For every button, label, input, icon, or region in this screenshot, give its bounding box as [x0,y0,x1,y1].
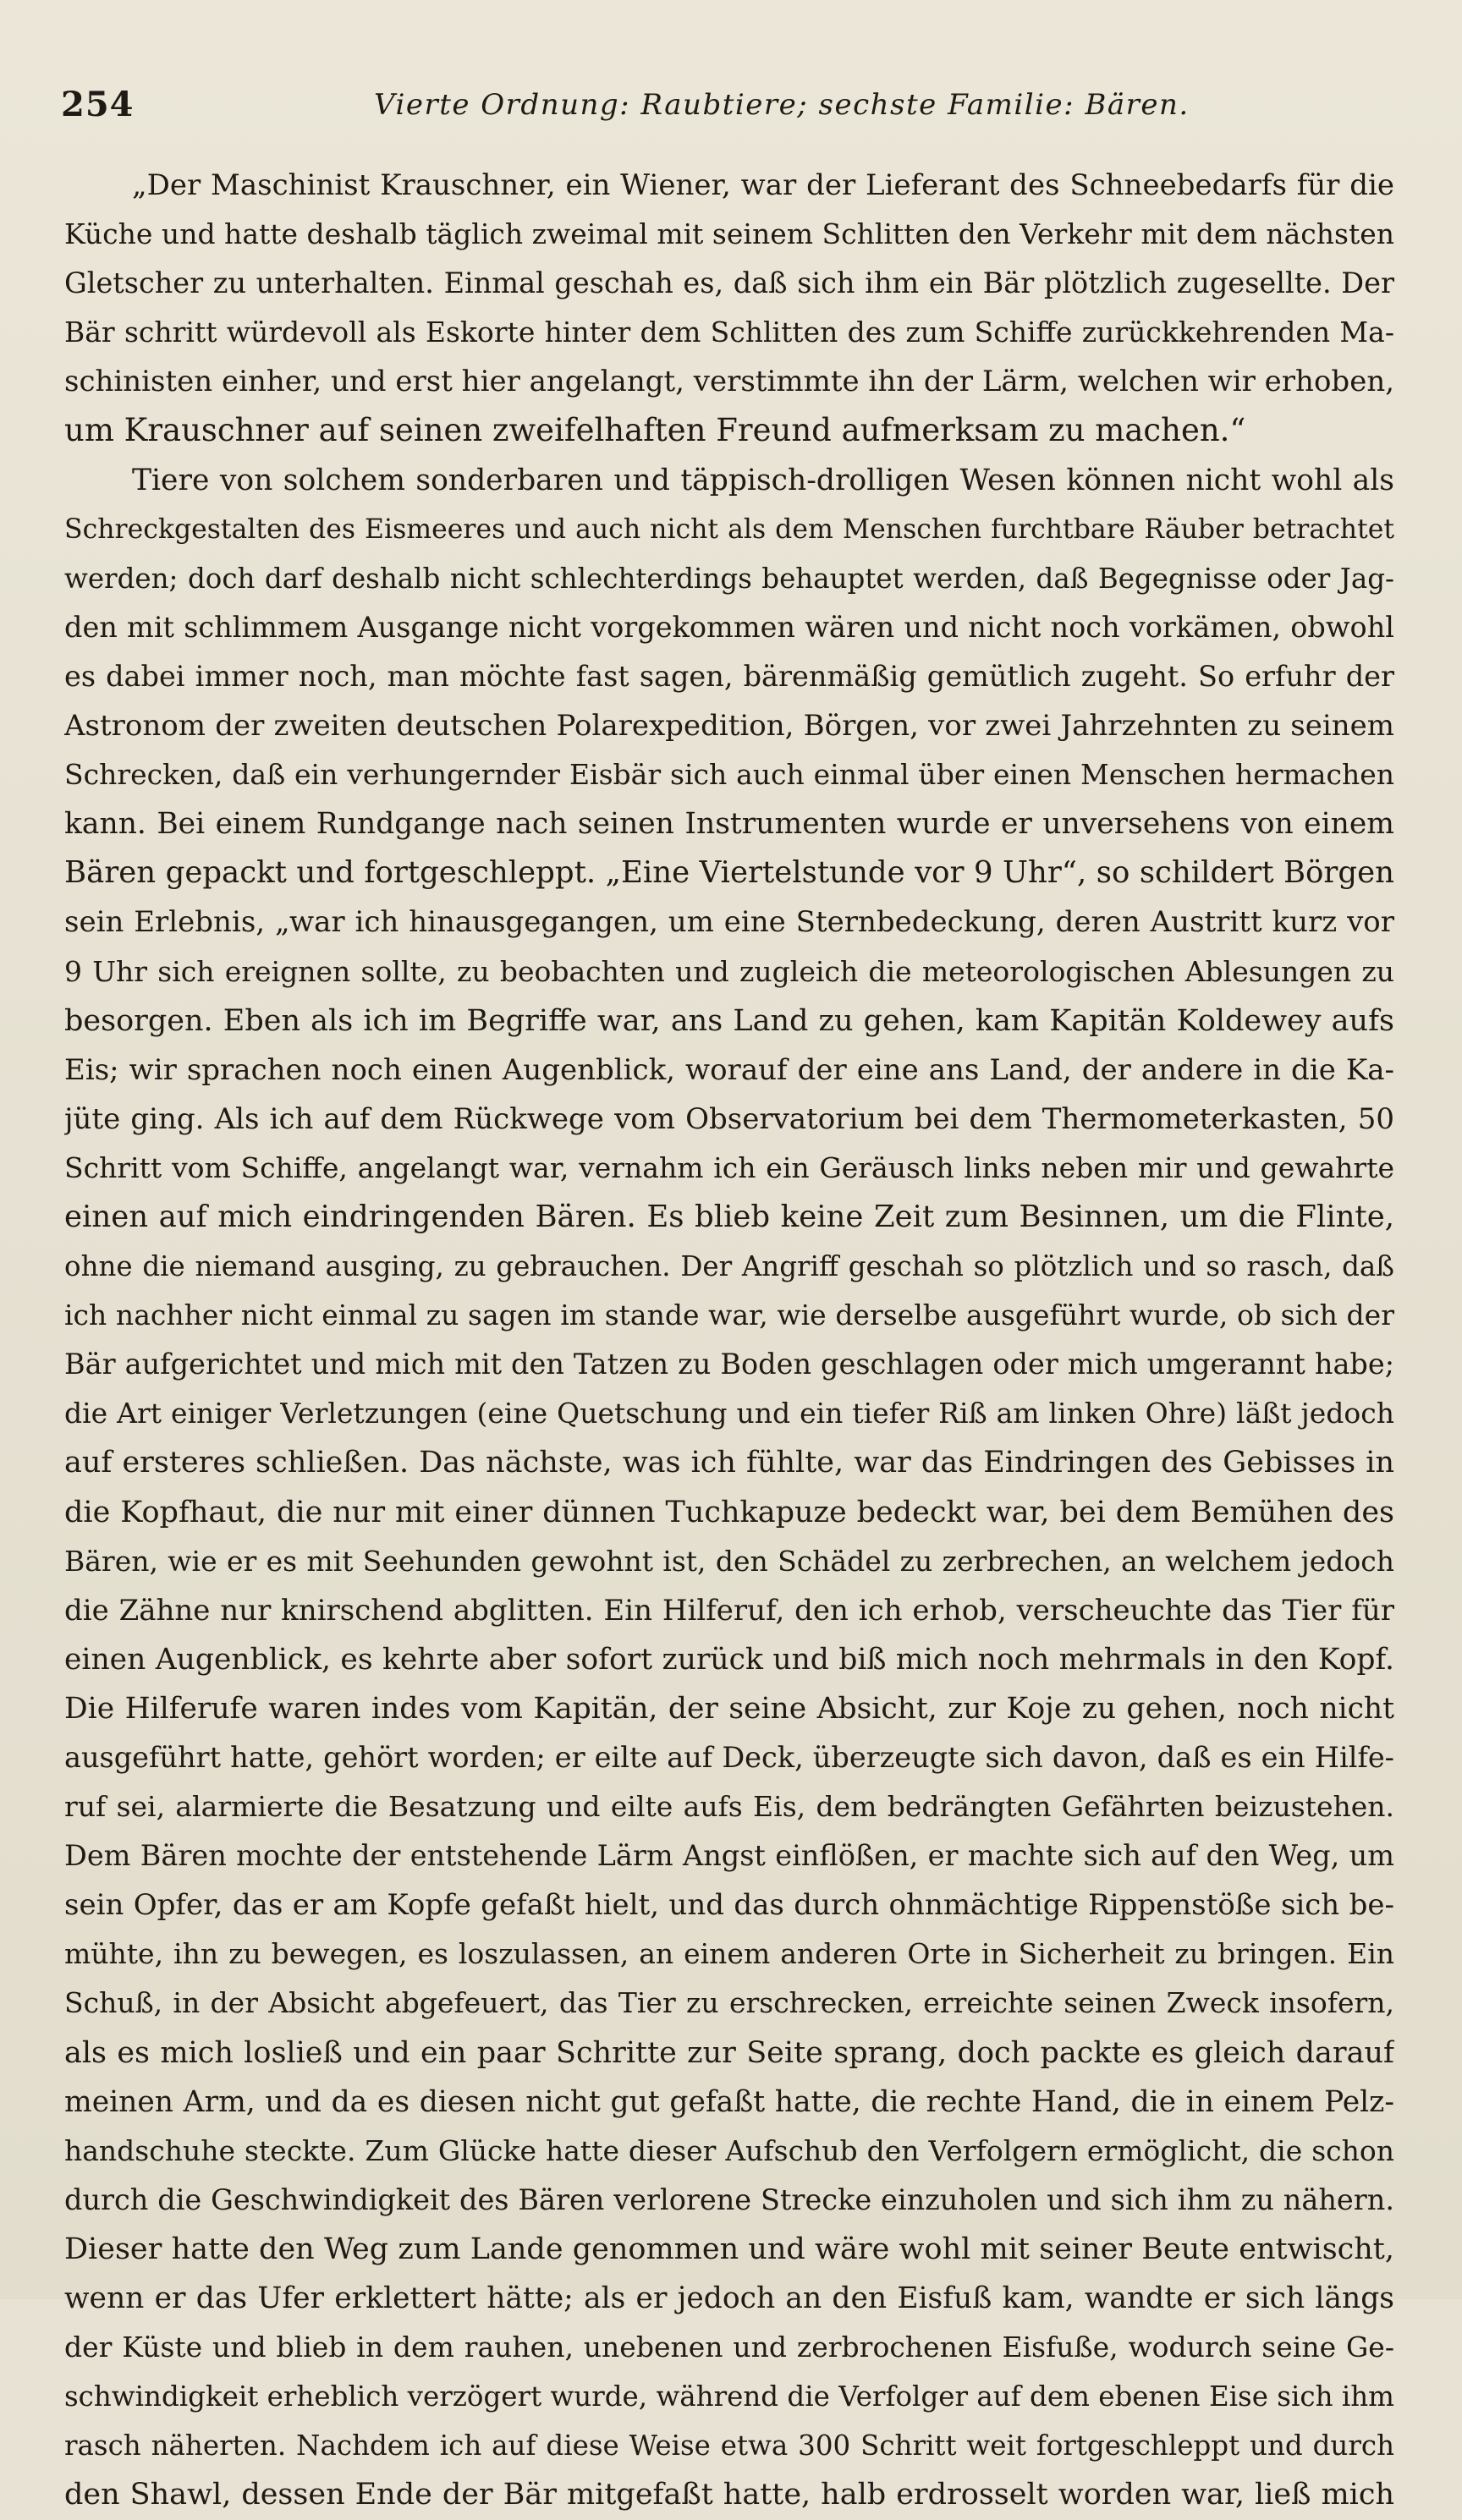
text-line: den Shawl, dessen Ende der Bär mitgefaßt hatte, halb erdrosselt worden war, ließ mich [64,2478,1394,2512]
text-line: schwindigkeit erheblich verzögert wurde, während die Verfolger auf dem ebenen Eise sich ihm [64,2380,1394,2413]
text-line: es dabei immer noch, man möchte fast sagen, bärenmäßig gemütlich zugeht. So erfuhr der [64,659,1394,693]
text-line: Tiere von solchem sonderbaren und täppisch-drolligen Wesen können nicht wohl als [132,463,1394,497]
text-line: Bär schritt würdevoll als Eskorte hinter dem Schlitten des zum Schiffe zurückkehrenden Ma- [64,316,1394,349]
text-line: Bär aufgerichtet und mich mit den Tatzen zu Boden geschlagen oder mich umgerannt habe; [64,1348,1394,1381]
text-line: um Krauschner auf seinen zweifelhaften Freund aufmerksam zu machen.“ [64,412,1246,449]
text-line: Gletscher zu unterhalten. Einmal geschah es, daß sich ihm ein Bär plötzlich zugesellte. Der [64,266,1394,300]
text-line: ich nachher nicht einmal zu sagen im stande war, wie derselbe ausgeführt wurde, ob sich der [64,1298,1394,1332]
text-line: ohne die niemand ausging, zu gebrauchen. Der Angriff geschah so plötzlich und so rasch, daß [64,1250,1394,1283]
body-text [64,161,1394,2520]
text-line: sein Erlebnis, „war ich hinausgegangen, um eine Sternbedeckung, deren Austritt kurz vor [64,905,1394,940]
text-line: wenn er das Ufer erklettert hätte; als er jedoch an den Eisfuß kam, wandte er sich längs [64,2281,1394,2316]
page-number: 254 [61,85,135,124]
text-line: die Zähne nur knirschend abglitten. Ein Hilferuf, den ich erhob, verscheuchte das Tier für [64,1593,1394,1628]
text-line: Bären gepackt und fortgeschleppt. „Eine Viertelstunde vor 9 Uhr“, so schildert Börgen [64,855,1394,891]
text-line: einen auf mich eindringenden Bären. Es blieb keine Zeit zum Besinnen, um die Flinte, [64,1199,1394,1234]
text-line: meinen Arm, und da es diesen nicht gut gefaßt hatte, die rechte Hand, die in einem Pelz- [64,2084,1394,2119]
text-line: werden; doch darf deshalb nicht schlechterdings behauptet werden, daß Begegnisse oder Jag- [64,562,1394,595]
text-line: jüte ging. Als ich auf dem Rückwege vom Observatorium bei dem Thermometerkasten, 50 [64,1101,1394,1136]
text-line: die Art einiger Verletzungen (eine Quetschung und ein tiefer Riß am linken Ohre) läßt jedoch [64,1397,1394,1430]
text-line: rasch näherten. Nachdem ich auf diese Weise etwa 300 Schritt weit fortgeschleppt und durch [64,2429,1394,2462]
text-line: die Kopfhaut, die nur mit einer dünnen Tuchkapuze bedeckt war, bei dem Bemühen des [64,1495,1394,1529]
text-line: als es mich losließ und ein paar Schritte zur Seite sprang, doch packte es gleich darauf [64,2035,1394,2070]
text-line: Dem Bären mochte der entstehende Lärm Angst einflößen, er machte sich auf den Weg, um [64,1839,1394,1873]
running-head: Vierte Ordnung: Raubtiere; sechste Familie: Bären. [374,88,1190,122]
text-line: Küche und hatte deshalb täglich zweimal mit seinem Schlitten den Verkehr mit dem nächsten [64,217,1394,251]
text-line: besorgen. Eben als ich im Begriffe war, ans Land zu gehen, kam Kapitän Koldewey aufs [64,1003,1394,1038]
text-line: Dieser hatte den Weg zum Lande genommen und wäre wohl mit seiner Beute entwischt, [64,2232,1394,2266]
text-line: Schritt vom Schiffe, angelangt war, vernahm ich ein Geräusch links neben mir und gewahrte [64,1150,1394,1184]
text-line: Schuß, in der Absicht abgefeuert, das Tier zu erschrecken, erreichte seinen Zweck insofern, [64,1986,1394,2020]
text-line: Bären, wie er es mit Seehunden gewohnt ist, den Schädel zu zerbrechen, an welchem jedoch [64,1544,1394,1578]
page-header [61,85,1394,135]
text-line: Astronom der zweiten deutschen Polarexpedition, Börgen, vor zwei Jahrzehnten zu seinem [64,709,1394,744]
text-line: kann. Bei einem Rundgange nach seinen Instrumenten wurde er unversehens von einem [64,807,1394,842]
text-line: Schrecken, daß ein verhungernder Eisbär sich auch einmal über einen Menschen hermachen [64,758,1394,792]
text-line: durch die Geschwindigkeit des Bären verlorene Strecke einzuholen und sich ihm zu nähern. [64,2182,1394,2216]
text-line: „Der Maschinist Krauschner, ein Wiener, war der Lieferant des Schneebedarfs für die [132,168,1394,202]
text-line: ausgeführt hatte, gehört worden; er eilte auf Deck, überzeugte sich davon, daß es ein Hilfe- [64,1741,1394,1774]
text-line: schinisten einher, und erst hier angelangt, verstimmte ihn der Lärm, welchen wir erhoben, [64,365,1394,399]
text-line: Schreckgestalten des Eismeeres und auch nicht als dem Menschen furchtbare Räuber betrachtet [64,513,1394,545]
text-line: sein Opfer, das er am Kopfe gefaßt hielt, und das durch ohnmächtige Rippenstöße sich be- [64,1888,1394,1923]
text-line: ruf sei, alarmierte die Besatzung und eilte aufs Eis, dem bedrängten Gefährten beizustehen. [64,1790,1394,1824]
text-line: 9 Uhr sich ereignen sollte, zu beobachten und zugleich die meteorologischen Ablesungen zu [64,954,1394,988]
text-line: mühte, ihn zu bewegen, es loszulassen, an einem anderen Orte in Sicherheit zu bringen. Ein [64,1937,1394,1971]
text-line: auf ersteres schließen. Das nächste, was ich fühlte, war das Eindringen des Gebisses in [64,1446,1394,1480]
text-line: Die Hilferufe waren indes vom Kapitän, der seine Absicht, zur Koje zu gehen, noch nicht [64,1691,1394,1726]
text-line: einen Augenblick, es kehrte aber sofort zurück und biß mich noch mehrmals in den Kopf. [64,1642,1394,1677]
text-line: den mit schlimmem Ausgange nicht vorgekommen wären und nicht noch vorkämen, obwohl [64,610,1394,644]
text-line: Eis; wir sprachen noch einen Augenblick, worauf der eine ans Land, der andere in die Ka- [64,1052,1394,1087]
text-line: der Küste und blieb in dem rauhen, unebenen und zerbrochenen Eisfuße, wodurch seine Ge- [64,2331,1394,2364]
text-line: handschuhe steckte. Zum Glücke hatte dieser Aufschub den Verfolgern ermöglicht, die schon [64,2133,1394,2167]
